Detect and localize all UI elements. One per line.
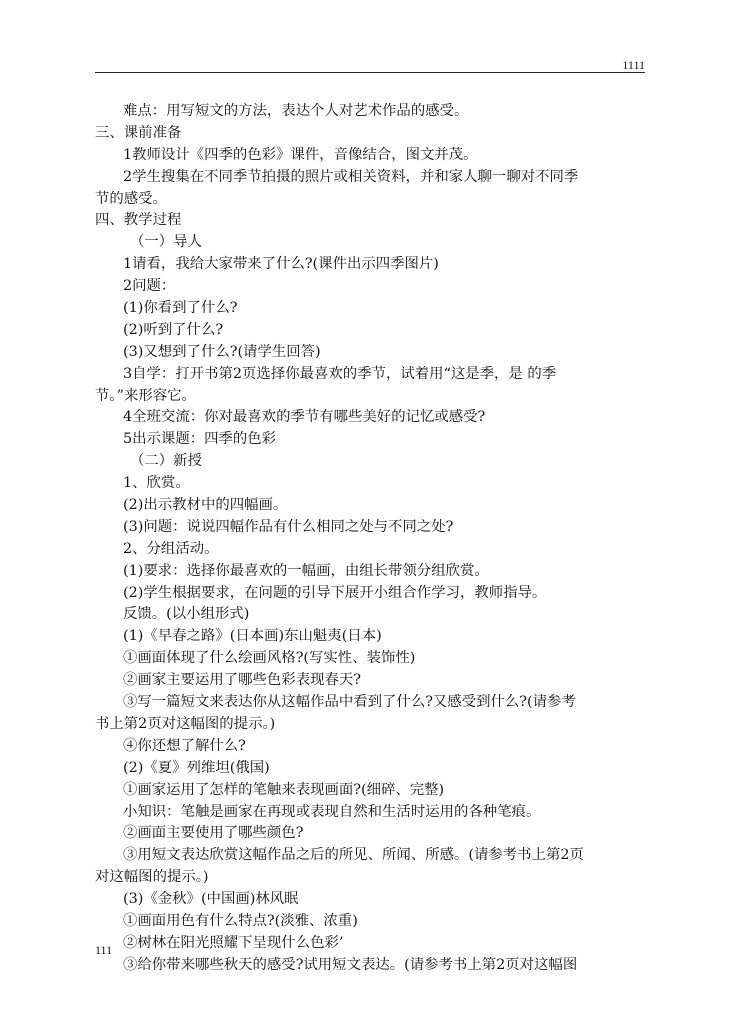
text-line: ①画面用色有什么特点?(淡雅、浓重) — [123, 912, 358, 929]
text-line: (3)问题：说说四幅作品有什么相同之处与不同之处? — [123, 518, 454, 535]
text-line: (3)《金秋》(中国画)林风眠 — [123, 891, 299, 908]
text-line: 三、课前准备 — [95, 124, 182, 141]
text-line: ③写一篇短文来表达你从这幅作品中看到了什么?又感受到什么?(请参考 — [123, 694, 576, 711]
text-line: 节的感受。 — [95, 190, 167, 207]
text-line: (3)又想到了什么?(请学生回答) — [123, 343, 321, 360]
text-line: ②树林在阳光照耀下呈现什么色彩’ — [123, 934, 344, 951]
text-line: ④你还想了解什么? — [123, 737, 246, 754]
header-page-number: 1111 — [622, 58, 645, 72]
text-line: 3自学：打开书第2页选择你最喜欢的季节，试着用“这是季，是 的季 — [123, 365, 557, 382]
text-line: 1请看，我给大家带来了什么?(课件出示四季图片) — [123, 256, 439, 273]
text-line: (1)要求：选择你最喜欢的一幅画，由组长带领分组欣赏。 — [123, 562, 489, 579]
text-line: (1)《早春之路》(日本画)东山魁夷(日本) — [123, 628, 382, 645]
text-line: ②画面主要使用了哪些颜色? — [123, 825, 304, 842]
text-line: 难点：用写短文的方法，表达个人对艺术作品的感受。 — [123, 103, 469, 119]
footer-page-number: 111 — [95, 943, 113, 957]
text-line: 2问题： — [123, 278, 176, 295]
text-line: 小知识：笔触是画家在再现或表现自然和生活时运用的各种笔痕。 — [123, 803, 541, 820]
text-line: (2)听到了什么? — [123, 321, 224, 338]
text-line: ③给你带来哪些秋天的感受?试用短文表达。(请参考书上第2页对这幅图 — [123, 956, 578, 973]
text-line: 1教师设计《四季的色彩》课件，音像结合，图文并茂。 — [123, 146, 478, 163]
text-line: (2)《夏》列维坦(俄国) — [123, 759, 270, 776]
text-line: ②画家主要运用了哪些色彩表现春天? — [123, 672, 361, 689]
text-line: 对这幅图的提示。) — [95, 869, 209, 886]
text-line: 反馈。(以小组形式) — [123, 606, 250, 623]
header-rule — [95, 72, 645, 73]
text-line: 4全班交流：你对最喜欢的季节有哪些美好的记忆或感受? — [123, 409, 486, 426]
text-line: （一）导人 — [130, 234, 202, 251]
text-line: (2)出示教材中的四幅画。 — [123, 497, 288, 514]
text-line: 5出示课题：四季的色彩 — [123, 431, 277, 448]
text-line: 书上第2页对这幅图的提示。) — [95, 715, 276, 732]
text-line: 2学生搜集在不同季节拍摄的照片或相关资料，并和家人聊一聊对不同季 — [123, 168, 579, 185]
document-body — [95, 101, 655, 977]
text-line: ①画面体现了什么绘画风格?(写实性、装饰性) — [123, 650, 416, 667]
text-line: 2、分组活动。 — [123, 540, 219, 557]
text-line: (1)你看到了什么? — [123, 300, 238, 317]
text-line: （二）新授 — [130, 453, 202, 470]
text-line: ③用短文表达欣赏这幅作品之后的所见、所闻、所感。(请参考书上第2页 — [123, 847, 584, 864]
text-line: 1、欣赏。 — [123, 475, 190, 492]
text-line: (2)学生根据要求，在问题的引导下展开小组合作学习，教师指导。 — [123, 584, 547, 601]
text-line: ①画家运用了怎样的笔触来表现画面?(细碎、完整) — [123, 781, 445, 798]
text-line: 四、教学过程 — [95, 212, 182, 229]
text-line: 节。”来形容它。 — [95, 387, 196, 404]
